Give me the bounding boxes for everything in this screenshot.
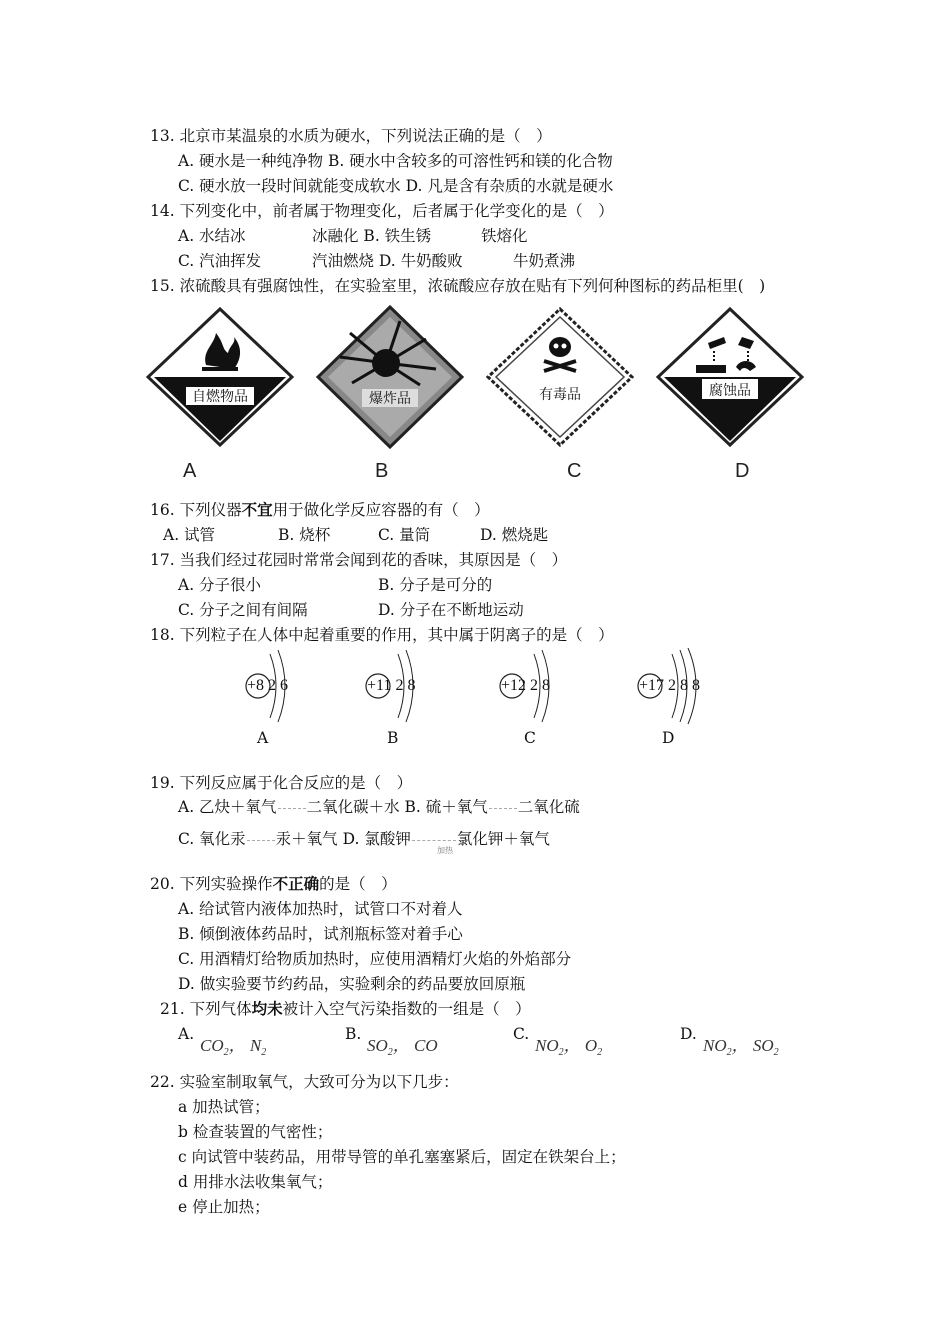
q20-option-d: D. 做实验要节约药品，实验剩余的药品要放回原瓶 xyxy=(178,975,526,993)
q21-letter-a: A. xyxy=(178,1025,195,1043)
q17-stem: 17. 当我们经过花园时常常会闻到花的香味，其原因是（ ） xyxy=(150,551,568,569)
hazard-letter-b: B xyxy=(375,460,389,482)
toxic-hazard-icon xyxy=(488,309,632,445)
q20-stem: 20. 下列实验操作不正确的是（ ） xyxy=(150,875,397,893)
reaction-arrow-icon xyxy=(489,808,517,809)
q16-option-a: A. 试管 xyxy=(163,526,216,544)
atom-b-text: +11 2 8 xyxy=(367,677,416,694)
q22-stem: 22. 实验室制取氧气，大致可分为以下几步： xyxy=(150,1073,459,1091)
q13-options-ab: A. 硬水是一种纯净物 B. 硬水中含较多的可溶性钙和镁的化合物 xyxy=(178,152,613,170)
q22-step-d: d 用排水法收集氧气； xyxy=(178,1173,333,1191)
q14-stem: 14. 下列变化中，前者属于物理变化，后者属于化学变化的是（ ） xyxy=(150,202,614,220)
q14-option-b-tail: 铁熔化 xyxy=(481,227,528,245)
hazard-letter-c: C xyxy=(567,460,582,482)
q21-formula-a: $CO_2$， $N_2$ xyxy=(200,1036,267,1058)
q16-option-d: D. 燃烧匙 xyxy=(480,526,549,544)
hazard-symbols xyxy=(146,305,806,450)
q21-formula-b: $SO_2$， CO xyxy=(367,1036,438,1058)
hazard-label-c: 有毒品 xyxy=(539,387,581,403)
q17-option-d: D. 分子在不断地运动 xyxy=(378,601,524,619)
q22-step-e: e 停止加热； xyxy=(178,1198,270,1216)
q15-stem: 15. 浓硫酸具有强腐蚀性，在实验室里，浓硫酸应存放在贴有下列何种图标的药品柜里( ) xyxy=(150,277,766,295)
q22-step-c: c 向试管中装药品，用带导管的单孔塞塞紧后，固定在铁架台上； xyxy=(178,1148,626,1166)
q18-stem: 18. 下列粒子在人体中起着重要的作用，其中属于阴离子的是（ ） xyxy=(150,626,614,644)
atom-letter-a: A xyxy=(257,729,269,747)
q21-letter-b: B. xyxy=(345,1025,362,1043)
hazard-letter-a: A xyxy=(183,460,197,482)
hazard-label-d: 腐蚀品 xyxy=(709,383,751,399)
q16-option-b: B. 烧杯 xyxy=(278,526,331,544)
q21-letter-d: D. xyxy=(680,1025,697,1043)
hazard-label-a: 自燃物品 xyxy=(192,389,248,405)
atom-d-text: +17 2 8 8 xyxy=(639,677,701,694)
q20-option-a: A. 给试管内液体加热时，试管口不对着人 xyxy=(178,900,463,918)
reaction-arrow-icon xyxy=(247,840,275,841)
q20-option-c: C. 用酒精灯给物质加热时，应使用酒精灯火焰的外焰部分 xyxy=(178,950,572,968)
q17-option-b: B. 分子是可分的 xyxy=(378,576,493,594)
q21-letter-c: C. xyxy=(513,1025,530,1043)
q21-stem: 21. 下列气体均未被计入空气污染指数的一组是（ ） xyxy=(160,1000,531,1018)
corrosive-hazard-icon xyxy=(658,309,802,445)
explosive-hazard-icon xyxy=(318,307,462,447)
q14-option-c: C. 汽油挥发 xyxy=(178,252,262,270)
q21-formula-d: $NO_2$， $SO_2$ xyxy=(703,1036,779,1058)
reaction-arrow-icon xyxy=(412,840,456,841)
atom-letter-c: C xyxy=(524,729,536,747)
q16-stem: 16. 下列仪器不宜用于做化学反应容器的有（ ） xyxy=(150,501,490,519)
q21-formula-c: $NO_2$， $O_2$ xyxy=(535,1036,603,1058)
reaction-arrow-icon xyxy=(278,808,306,809)
q19-options-cd: C. 氧化汞 汞＋氧气 D. 氯酸钾 氯化钾＋氧气 xyxy=(178,830,550,848)
q16-option-c: C. 量筒 xyxy=(378,526,431,544)
q19-stem: 19. 下列反应属于化合反应的是（ ） xyxy=(150,774,413,792)
q22-step-b: b 检查装置的气密性； xyxy=(178,1123,333,1141)
atom-c-text: +12 2 8 xyxy=(501,677,551,694)
q14-option-a-b: 冰融化 B. 铁生锈 xyxy=(312,227,432,245)
q19-d-condition-bottom: 加热 xyxy=(437,846,453,855)
hazard-label-b: 爆炸品 xyxy=(369,391,411,407)
atom-letter-d: D xyxy=(662,729,675,747)
flammable-hazard-icon xyxy=(148,309,292,445)
hazard-letter-d: D xyxy=(735,460,750,482)
q14-option-a: A. 水结冰 xyxy=(178,227,246,245)
q20-option-b: B. 倾倒液体药品时，试剂瓶标签对着手心 xyxy=(178,925,463,943)
q13-options-cd: C. 硬水放一段时间就能变成软水 D. 凡是含有杂质的水就是硬水 xyxy=(178,177,614,195)
atom-letter-b: B xyxy=(387,729,399,747)
atom-a-text: +8 2 6 xyxy=(247,677,289,694)
q13-stem: 13. 北京市某温泉的水质为硬水，下列说法正确的是（ ） xyxy=(150,127,552,145)
q22-step-a: a 加热试管； xyxy=(178,1098,270,1116)
q17-option-a: A. 分子很小 xyxy=(178,576,262,594)
q14-option-d-tail: 牛奶煮沸 xyxy=(513,252,576,270)
q19-options-ab: A. 乙炔＋氧气 二氧化碳＋水 B. 硫＋氧气 二氧化硫 xyxy=(178,798,580,816)
q14-option-c-d: 汽油燃烧 D. 牛奶酸败 xyxy=(312,252,463,270)
q17-option-c: C. 分子之间有间隔 xyxy=(178,601,308,619)
